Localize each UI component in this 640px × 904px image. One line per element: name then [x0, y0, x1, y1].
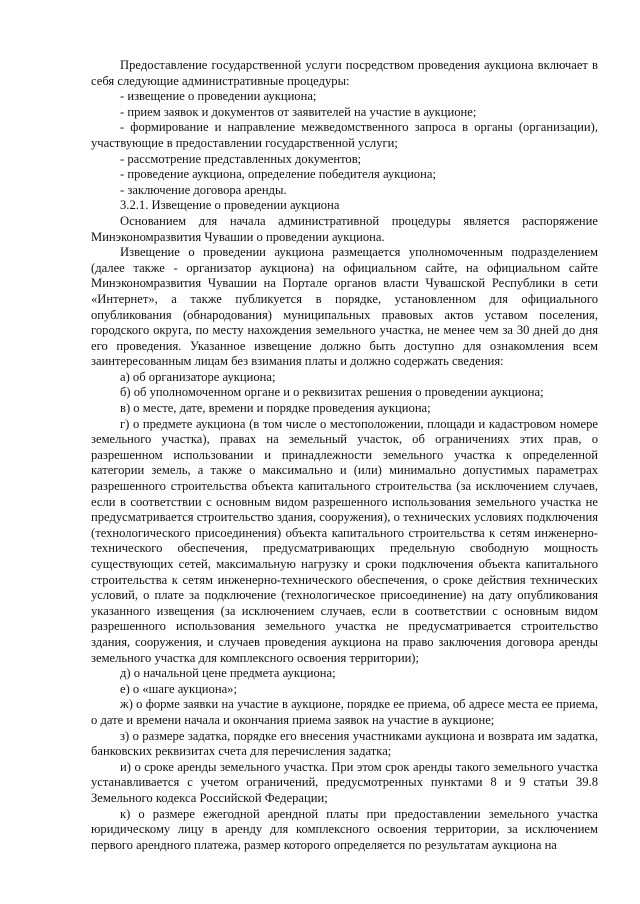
paragraph: Извещение о проведении аукциона размещается уполномоченным подразделением (далее также - организатор аукциона) на официальном сайте, на официальном сайте Минэкономразвития Чувашии на Портале органов власти Чувашской Республики в сети «Интернет», а также публикуется в порядке, установленном для официального опубликования (обнародования) муниципальных правовых актов уставом поселения, городского округа, по месту нахождения земельного участка, не менее чем за 30 дней до дня его проведения. Указанное извещение должно быть доступно для ознакомления всем заинтересованным лицам без взимания платы и должно содержать сведения: [91, 245, 598, 369]
list-item: - заключение договора аренды. [120, 182, 287, 197]
list-item: - формирование и направление межведомственного запроса в органы (организации), участвующие в предоставлении государственной услуги; [91, 120, 598, 150]
document-body [91, 58, 598, 853]
list-item: - извещение о проведении аукциона; [120, 89, 317, 104]
list-item: д) о начальной цене предмета аукциона; [120, 666, 336, 681]
list-item: е) о «шаге аукциона»; [120, 681, 237, 696]
list-item: г) о предмете аукциона (в том числе о местоположении, площади и кадастровом номере земельного участка), правах на земельный участок, об ограничениях этих прав, о разрешенном использовании и принадлежности земельного участка к определенной категории земель, а также о максимально и (или) минимально допустимых параметрах разрешенного строительства объекта капитального строительства (за исключением случаев, если в соответствии с основным видом разрешенного использования земельного участка не предусматривается строительство здания, сооружения), о технических условиях подключения (технологического присоединения) объекта капитального строительства к сетям инженерно-технического обеспечения, предусматривающих предельную свободную мощность существующих сетей, максимальную нагрузку и сроки подключения объекта капитального строительства к сетям инженерно-технического обеспечения, о сроке действия технических условий, о плате за подключение (технологическое присоединение) на дату опубликования указанного извещения (за исключением случаев, если в соответствии с основным видом разрешенного использования земельного участка не предусматривается строительство здания, сооружения, и случаев проведения аукциона на право заключения договора аренды земельного участка для комплексного освоения территории); [91, 416, 598, 665]
intro-paragraph: Предоставление государственной услуги посредством проведения аукциона включает в себя следующие административные процедуры: [91, 58, 598, 88]
list-item: к) о размере ежегодной арендной платы при предоставлении земельного участка юридическому лицу в аренду для комплексного освоения территории, за исключением первого арендного платежа, размер которого определяется по результатам аукциона на [91, 806, 598, 852]
list-item: ж) о форме заявки на участие в аукционе, порядке ее приема, об адресе места ее приема, о дате и времени начала и окончания приема заявок на участие в аукционе; [91, 697, 598, 727]
paragraph: Основанием для начала административной процедуры является распоряжение Минэкономразвития Чувашии о проведении аукциона. [91, 213, 598, 244]
list-item: - рассмотрение представленных документов; [120, 151, 362, 166]
list-item: - проведение аукциона, определение победителя аукциона; [120, 167, 436, 182]
section-heading: 3.2.1. Извещение о проведении аукциона [120, 198, 340, 213]
list-item: з) о размере задатка, порядке его внесения участниками аукциона и возврата им задатка, банковских реквизитах счета для перечисления задатка; [91, 728, 598, 759]
list-item: в) о месте, дате, времени и порядке проведения аукциона; [120, 401, 431, 416]
list-item: б) об уполномоченном органе и о реквизитах решения о проведении аукциона; [120, 385, 544, 400]
list-item: и) о сроке аренды земельного участка. При этом срок аренды такого земельного участка устанавливается с учетом ограничений, предусмотренных пунктами 8 и 9 статьи 39.8 Земельного кодекса Российской Федерации; [91, 759, 598, 805]
list-item: - прием заявок и документов от заявителей на участие в аукционе; [120, 104, 477, 119]
list-item: а) об организаторе аукциона; [120, 369, 276, 384]
